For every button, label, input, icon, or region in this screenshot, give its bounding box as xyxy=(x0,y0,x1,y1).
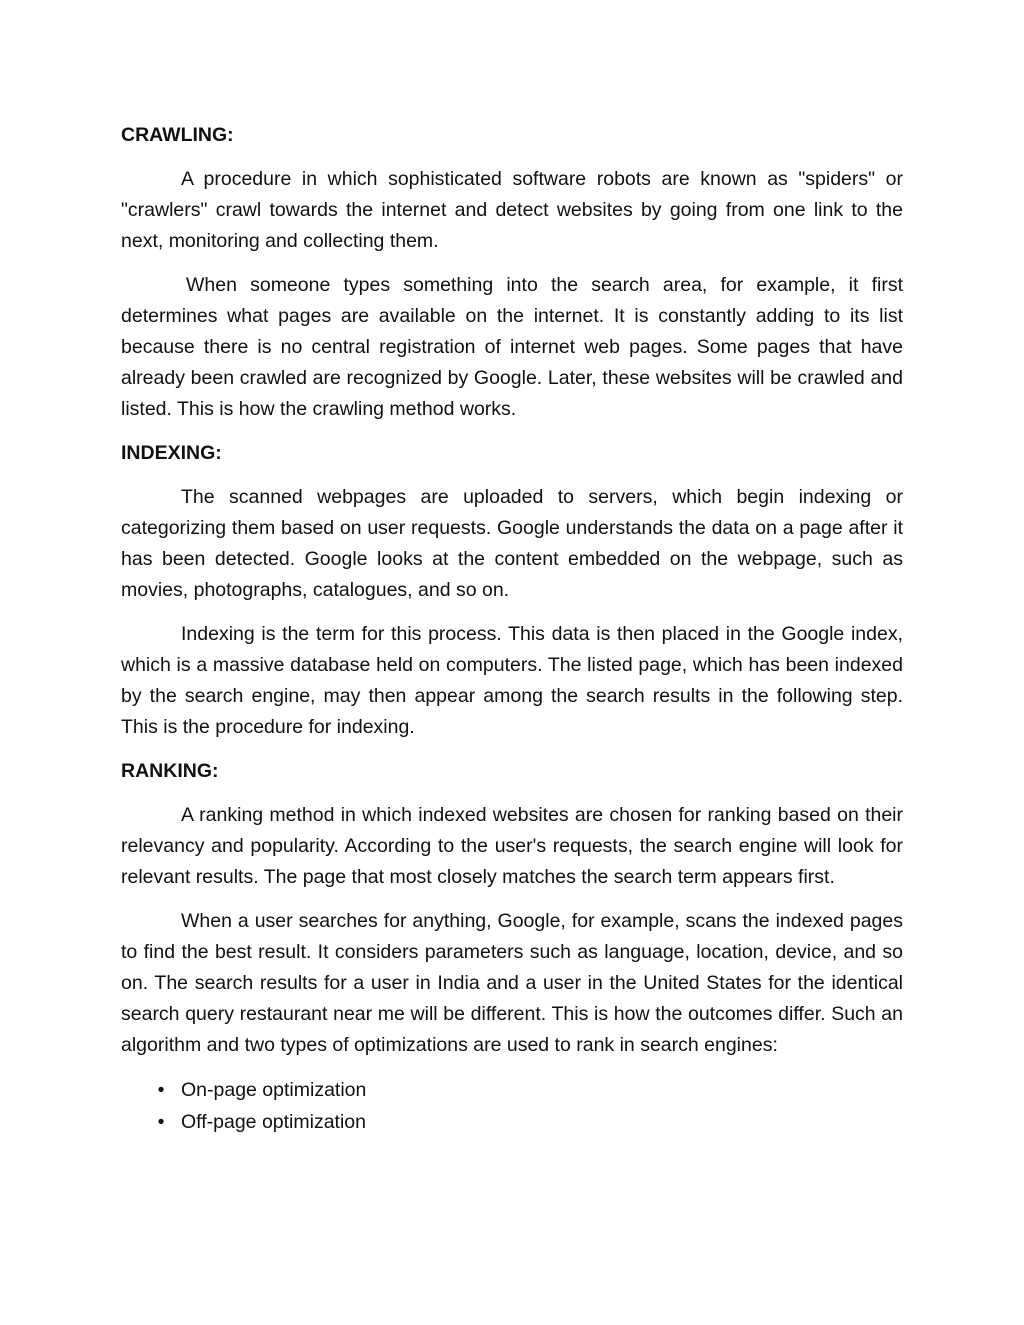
section-ranking xyxy=(121,756,903,1138)
paragraph: A procedure in which sophisticated software robots are known as "spiders" or "crawlers" crawl towards the internet and detect websites by going from one link to the next, monitoring and collecting them. xyxy=(121,168,903,252)
bullet-list xyxy=(121,1074,903,1138)
paragraph: The scanned webpages are uploaded to servers, which begin indexing or categorizing them based on user requests. Google understands the data on a page after it has been detected. Google looks at the content embedded on the webpage, such as movies, photographs, catalogues, and so on. xyxy=(121,486,903,601)
bullet-icon: • xyxy=(157,1111,165,1133)
section-crawling xyxy=(121,120,903,425)
section-heading: CRAWLING: xyxy=(121,124,234,146)
paragraph: A ranking method in which indexed websites are chosen for ranking based on their relevancy and popularity. According to the user's requests, the search engine will look for relevant results. The page that most closely matches the search term appears first. xyxy=(121,804,903,888)
paragraph: When someone types something into the search area, for example, it first determines what pages are available on the internet. It is constantly adding to its list because there is no central registration of internet web pages. Some pages that have already been crawled are recognized by Google. Later, these websites will be crawled and listed. This is how the crawling method works. xyxy=(121,274,903,420)
list-item xyxy=(121,1074,903,1106)
bullet-icon: • xyxy=(157,1079,165,1101)
list-item xyxy=(121,1106,903,1138)
paragraph: When a user searches for anything, Google, for example, scans the indexed pages to find the best result. It considers parameters such as language, location, device, and so on. The search results for a user in India and a user in the United States for the identical search query restaurant near me will be different. This is how the outcomes differ. Such an algorithm and two types of optimizations are used to rank in search engines: xyxy=(121,910,903,1056)
section-indexing xyxy=(121,438,903,743)
document-page xyxy=(121,120,903,1138)
section-heading: INDEXING: xyxy=(121,442,222,464)
list-item-text: On-page optimization xyxy=(181,1079,367,1101)
paragraph: Indexing is the term for this process. This data is then placed in the Google index, which is a massive database held on computers. The listed page, which has been indexed by the search engine, may then appear among the search results in the following step. This is the procedure for indexing. xyxy=(121,623,903,738)
list-item-text: Off-page optimization xyxy=(181,1111,366,1133)
section-heading: RANKING: xyxy=(121,760,219,782)
